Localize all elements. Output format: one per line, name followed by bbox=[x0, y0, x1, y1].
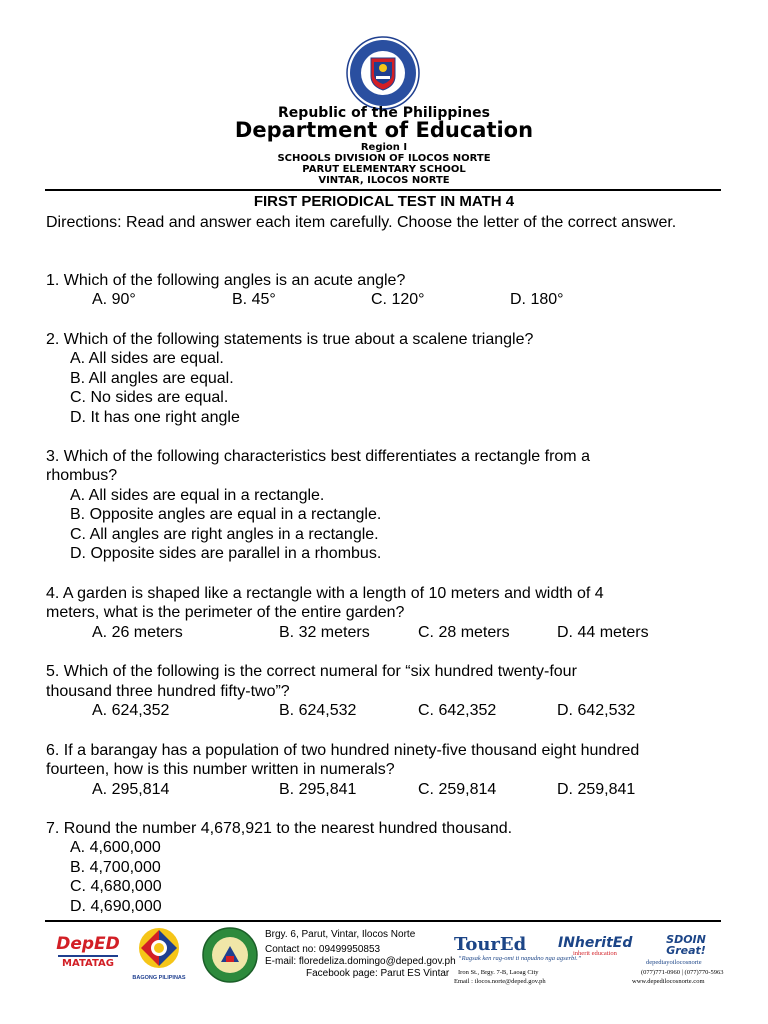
question-1-option-d: D. 180° bbox=[510, 291, 564, 308]
division-phone: (077)771-0960 | (077)770-5963 bbox=[641, 969, 724, 976]
question-3-option-b: B. Opposite angles are equal in a rectangle. bbox=[70, 506, 382, 523]
question-6-option-a: A. 295,814 bbox=[92, 781, 170, 798]
question-4-text-line1: 4. A garden is shaped like a rectangle with a length of 10 meters and width of 4 bbox=[46, 585, 604, 602]
deped-seal-icon bbox=[346, 36, 420, 110]
footer-contact: Contact no: 09499950853 bbox=[265, 944, 381, 955]
division-address: Iron St., Brgy. 7-B, Laoag City bbox=[458, 969, 539, 976]
question-5-option-c: C. 642,352 bbox=[418, 702, 497, 719]
question-6-text-line1: 6. If a barangay has a population of two hundred ninety-five thousand eight hundred bbox=[46, 742, 640, 759]
question-2-option-a: A. All sides are equal. bbox=[70, 350, 224, 367]
question-7-option-d: D. 4,690,000 bbox=[70, 898, 162, 915]
bagong-pilipinas-text: BAGONG PILIPINAS bbox=[132, 975, 186, 981]
question-6-option-c: C. 259,814 bbox=[418, 781, 497, 798]
question-7-option-c: C. 4,680,000 bbox=[70, 878, 162, 895]
bagong-pilipinas-logo bbox=[128, 926, 190, 986]
division-website[interactable]: www.depedilocosnorte.com bbox=[632, 978, 705, 985]
question-5-option-a: A. 624,352 bbox=[92, 702, 170, 719]
division-email[interactable]: Email : ilocos.norte@deped.gov.ph bbox=[454, 978, 546, 985]
footer-email[interactable]: E-mail: floredeliza.domingo@deped.gov.ph bbox=[265, 956, 456, 967]
question-5-option-b: B. 624,532 bbox=[279, 702, 357, 719]
footer-address: Brgy. 6, Parut, Vintar, Ilocos Norte bbox=[265, 929, 416, 940]
header-location: VINTAR, ILOCOS NORTE bbox=[318, 175, 450, 186]
question-6-text-line2: fourteen, how is this number written in numerals? bbox=[46, 761, 395, 778]
header-region: Region I bbox=[360, 142, 408, 153]
header-divider bbox=[45, 189, 721, 191]
sdoin-logo: SDOIN Great! bbox=[666, 933, 706, 957]
question-7-option-a: A. 4,600,000 bbox=[70, 839, 161, 856]
question-3-option-c: C. All angles are right angles in a rectangle. bbox=[70, 526, 379, 543]
matatag-text: MATATAG bbox=[62, 958, 114, 969]
question-3-text-line1: 3. Which of the following characteristics best differentiates a rectangle from a bbox=[46, 448, 590, 465]
sdoin-facebook[interactable]: depedtayoilocosnorte bbox=[646, 959, 702, 966]
header-republic: Republic of the Philippines bbox=[278, 105, 490, 121]
question-1-option-c: C. 120° bbox=[371, 291, 425, 308]
question-4-option-c: C. 28 meters bbox=[418, 624, 510, 641]
question-2-option-c: C. No sides are equal. bbox=[70, 389, 229, 406]
question-4-option-d: D. 44 meters bbox=[557, 624, 649, 641]
question-7-option-b: B. 4,700,000 bbox=[70, 859, 161, 876]
header-department: Department of Education bbox=[234, 118, 534, 142]
question-1-option-a: A. 90° bbox=[92, 291, 136, 308]
question-7-text: 7. Round the number 4,678,921 to the nearest hundred thousand. bbox=[46, 820, 513, 837]
question-4-option-a: A. 26 meters bbox=[92, 624, 183, 641]
inherited-subtitle: inherit education bbox=[573, 950, 617, 957]
question-6-option-d: D. 259,841 bbox=[557, 781, 636, 798]
toured-tagline: “Ragsak ken rag-omi ti napudno nga agserbi.” bbox=[458, 955, 582, 962]
question-6-option-b: B. 295,841 bbox=[279, 781, 357, 798]
question-3-option-d: D. Opposite sides are parallel in a rhombus. bbox=[70, 545, 382, 562]
footer-facebook[interactable]: Facebook page: Parut ES Vintar bbox=[306, 968, 450, 979]
deped-logo-stripe bbox=[58, 955, 118, 957]
question-4-option-b: B. 32 meters bbox=[279, 624, 370, 641]
question-2-option-b: B. All angles are equal. bbox=[70, 370, 234, 387]
question-2-text: 2. Which of the following statements is true about a scalene triangle? bbox=[46, 331, 534, 348]
footer-divider bbox=[45, 920, 721, 922]
question-4-text-line2: meters, what is the perimeter of the entire garden? bbox=[46, 604, 405, 621]
test-directions: Directions: Read and answer each item carefully. Choose the letter of the correct answer. bbox=[46, 214, 677, 231]
header-division: SCHOOLS DIVISION OF ILOCOS NORTE bbox=[277, 153, 491, 164]
school-seal-icon bbox=[200, 926, 260, 984]
question-3-text-line2: rhombus? bbox=[46, 467, 118, 484]
question-1-text: 1. Which of the following angles is an acute angle? bbox=[46, 272, 406, 289]
question-2-option-d: D. It has one right angle bbox=[70, 409, 240, 426]
toured-logo: TourEd bbox=[454, 934, 527, 955]
header-school: PARUT ELEMENTARY SCHOOL bbox=[302, 164, 466, 175]
inherited-logo: INheritEd bbox=[558, 935, 633, 951]
question-5-option-d: D. 642,532 bbox=[557, 702, 636, 719]
deped-logo-text: DepED bbox=[56, 934, 120, 954]
question-5-text-line2: thousand three hundred fifty-two”? bbox=[46, 683, 290, 700]
question-3-option-a: A. All sides are equal in a rectangle. bbox=[70, 487, 325, 504]
test-title: FIRST PERIODICAL TEST IN MATH 4 bbox=[253, 193, 515, 210]
question-5-text-line1: 5. Which of the following is the correct numeral for “six hundred twenty-four bbox=[46, 663, 577, 680]
deped-logo bbox=[52, 934, 124, 978]
sun-icon bbox=[137, 926, 181, 970]
question-1-option-b: B. 45° bbox=[232, 291, 276, 308]
